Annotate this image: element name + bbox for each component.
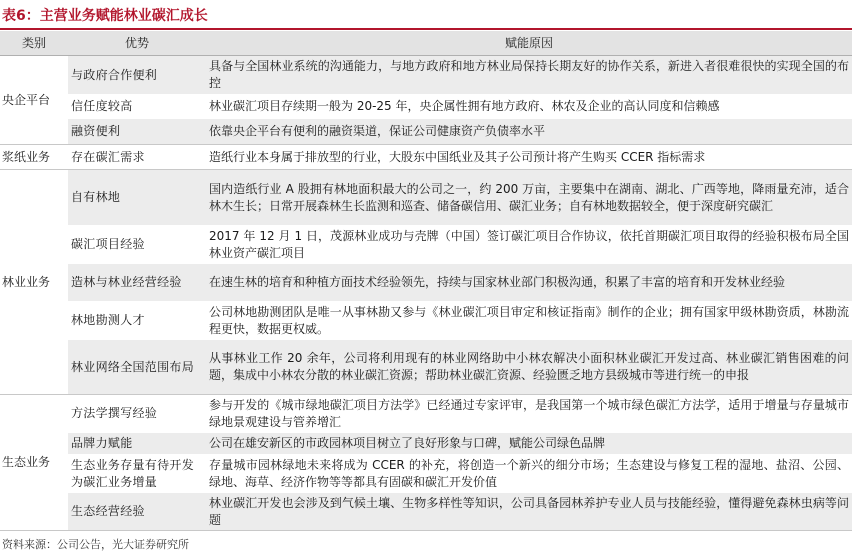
advantage-cell: 品牌力赋能 [68, 433, 206, 455]
header-advantage: 优势 [68, 31, 206, 56]
reason-cell: 造纸行业本身属于排放型的行业，大股东中国纸业及其子公司预计将产生购买 CCER 指标需求 [206, 145, 852, 170]
reason-cell: 从事林业工作 20 余年，公司将利用现有的林业网络助中小林农解决小面积林业碳汇开发过高、林业碳汇销售困难的问题，集成中小林农分散的林业碳汇资源；帮助林业碳汇资源、经验匮乏地方县级城市等进行统一的申报 [206, 340, 852, 395]
advantage-cell: 林业网络全国范围布局 [68, 340, 206, 395]
reason-cell: 公司在雄安新区的市政园林项目树立了良好形象与口碑，赋能公司绿色品牌 [206, 433, 852, 455]
table-row [0, 302, 852, 340]
header-reason: 赋能原因 [206, 31, 852, 56]
category-cell: 生态业务 [0, 395, 68, 531]
reason-cell: 林业碳汇开发也会涉及到气候土壤、生物多样性等知识，公司具备园林养护专业人员与技能经验，懂得避免森林虫病等问题 [206, 493, 852, 531]
title-rule [0, 28, 852, 30]
enablement-table [0, 31, 852, 531]
category-cell: 浆纸业务 [0, 145, 68, 170]
table-row [0, 95, 852, 119]
table-row [0, 119, 852, 145]
advantage-cell: 自有林地 [68, 170, 206, 226]
table-row [0, 455, 852, 493]
table-row [0, 56, 852, 95]
reason-cell: 在速生林的培育和种植方面技术经验领先，持续与国家林业部门积极沟通，积累了丰富的培育和开发林业经验 [206, 264, 852, 302]
category-cell: 央企平台 [0, 56, 68, 145]
source-note: 资料来源：公司公告，光大证券研究所 [2, 538, 189, 551]
table-header-row [0, 31, 852, 56]
table-row [0, 145, 852, 170]
advantage-cell: 与政府合作便利 [68, 56, 206, 95]
reason-cell: 参与开发的《城市绿地碳汇项目方法学》已经通过专家评审，是我国第一个城市绿色碳汇方法学，适用于增量与存量城市绿地景观建设与管养增汇 [206, 395, 852, 433]
table-row [0, 170, 852, 226]
table-row [0, 340, 852, 395]
reason-cell: 存量城市园林绿地未来将成为 CCER 的补充，将创造一个新兴的细分市场；生态建设与修复工程的湿地、盐沼、公园、绿地、海草、经济作物等等都具有固碳和碳汇开发价值 [206, 455, 852, 493]
header-category: 类别 [0, 31, 68, 56]
advantage-cell: 融资便利 [68, 119, 206, 145]
table-row [0, 433, 852, 455]
table-title: 表6：主营业务赋能林业碳汇成长 [2, 8, 208, 24]
advantage-cell: 生态经营经验 [68, 493, 206, 531]
reason-cell: 2017 年 12 月 1 日，茂源林业成功与壳牌（中国）签订碳汇项目合作协议，依托首期碳汇项目取得的经验积极布局全国林业资产碳汇项目 [206, 226, 852, 264]
advantage-cell: 林地勘测人才 [68, 302, 206, 340]
advantage-cell: 碳汇项目经验 [68, 226, 206, 264]
table-row [0, 226, 852, 264]
advantage-cell: 生态业务存量有待开发为碳汇业务增量 [68, 455, 206, 493]
category-cell: 林业业务 [0, 170, 68, 395]
reason-cell: 国内造纸行业 A 股拥有林地面积最大的公司之一，约 200 万亩，主要集中在湖南、湖北、广西等地，降雨量充沛，适合林木生长；日常开展森林生长监测和巡查、储备碳信用、碳汇业务；自有林地数据较全，便于深度研究碳汇 [206, 170, 852, 226]
table-row [0, 264, 852, 302]
table-row [0, 395, 852, 433]
reason-cell: 具备与全国林业系统的沟通能力，与地方政府和地方林业局保持长期友好的协作关系，新进入者很难很快的实现全国的布控 [206, 56, 852, 95]
reason-cell: 公司林地勘测团队是唯一从事林勘又参与《林业碳汇项目审定和核证指南》制作的企业；拥有国家甲级林勘资质，林勘流程更快，数据更权威。 [206, 302, 852, 340]
advantage-cell: 存在碳汇需求 [68, 145, 206, 170]
reason-cell: 依靠央企平台有便利的融资渠道，保证公司健康资产负债率水平 [206, 119, 852, 145]
advantage-cell: 方法学撰写经验 [68, 395, 206, 433]
reason-cell: 林业碳汇项目存续期一般为 20-25 年，央企属性拥有地方政府、林农及企业的高认同度和信赖感 [206, 95, 852, 119]
table-row [0, 493, 852, 531]
advantage-cell: 造林与林业经营经验 [68, 264, 206, 302]
advantage-cell: 信任度较高 [68, 95, 206, 119]
